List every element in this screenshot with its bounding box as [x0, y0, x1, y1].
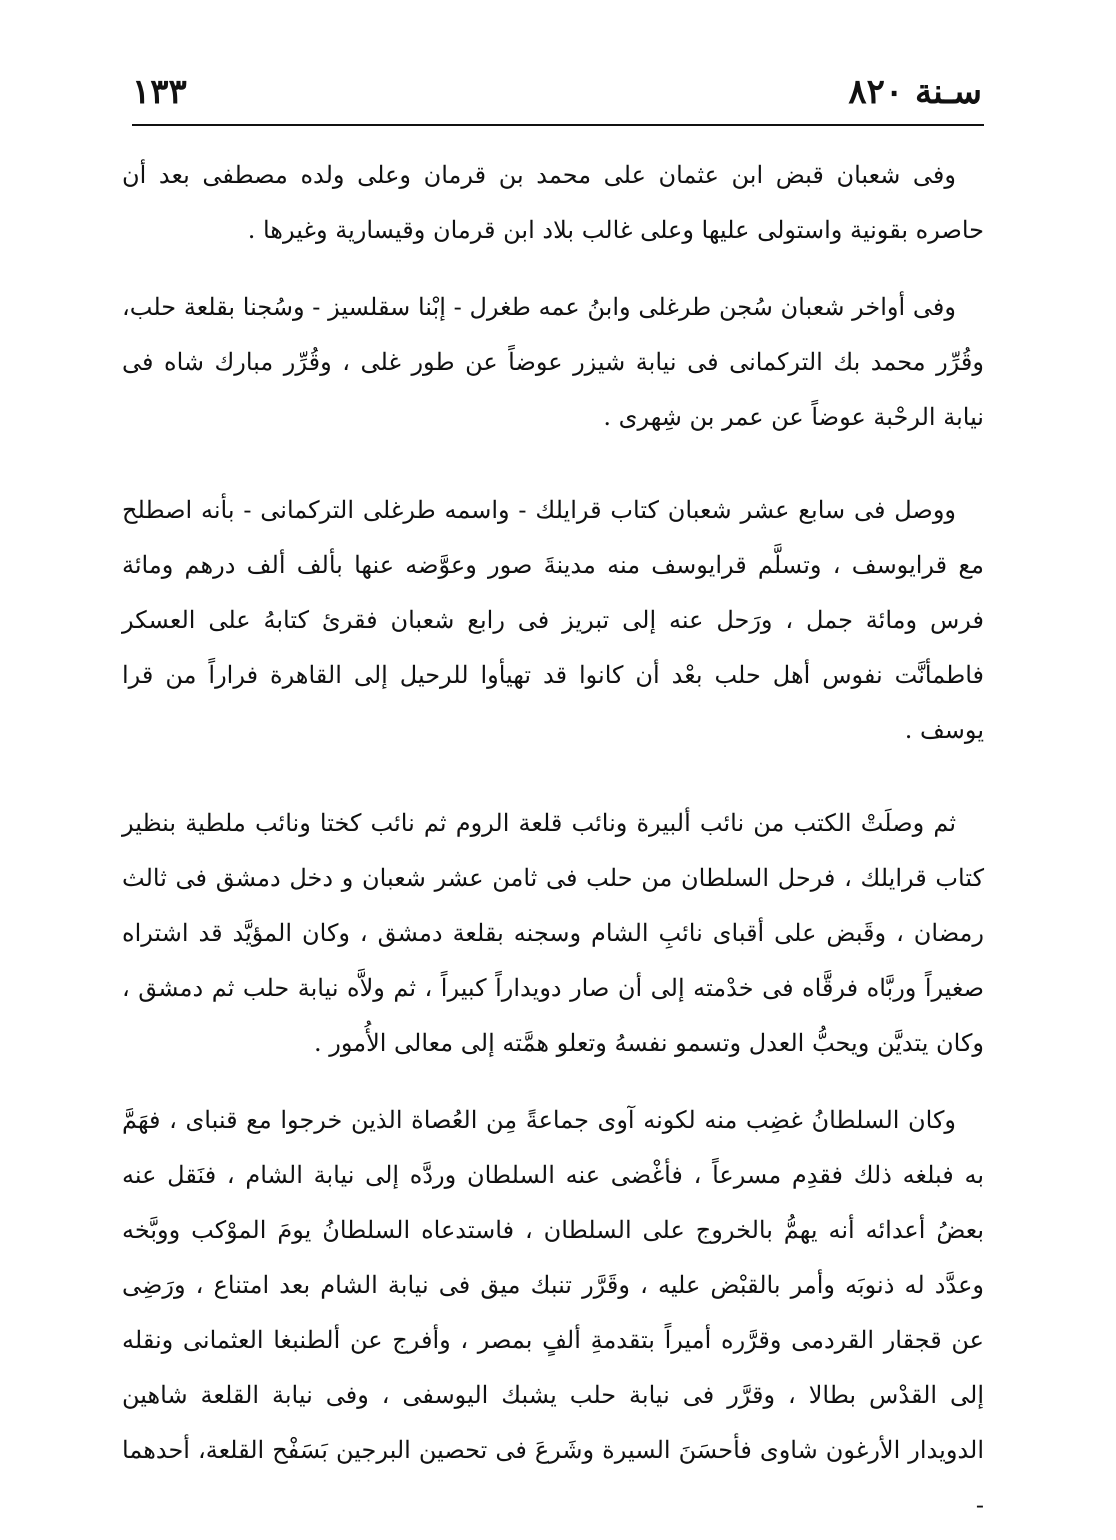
paragraph-4: ثم وصلَتْ الكتب من نائب ألبيرة ونائب قلعة الروم ثم نائب كختا ونائب ملطية بنظير كتاب قرايلك ، فرحل السلطان من حلب فى ثامن عشر شعبان و دخل دمشق فى ثالث رمضان ، وقَبض على أقباى نائبِ الشام وسجنه بقلعة دمشق ، وكان المؤيَّد قد اشتراه صغيراً وربَّاه فرقَّاه فى خدْمته إلى أن صار دويداراً كبيراً ، ثم ولاَّه نيابة حلب ثم دمشق ، وكان يتديَّن ويحبُّ العدل وتسمو نفسهُ وتعلو همَّته إلى معالى الأُمور .: [122, 809, 984, 1057]
page-body: [122, 148, 984, 1533]
running-title: سـنة ٨٢٠: [848, 72, 982, 112]
header-divider: [132, 124, 984, 126]
page-header: [132, 62, 982, 122]
paragraph-2: وفى أواخر شعبان سُجن طرغلى وابنُ عمه طغرل - إبْنا سقلسيز - وسُجنا بقلعة حلب، وقُرِّر محمد بك التركمانى فى نيابة شيزر عوضاً عن طور غلى ، وقُرِّر مبارك شاه فى نيابة الرحْبة عوضاً عن عمر بن شِهرى .: [122, 293, 984, 431]
page-number: ١٣٣: [132, 72, 187, 112]
paragraph-1: وفى شعبان قبض ابن عثمان على محمد بن قرمان وعلى ولده مصطفى بعد أن حاصره بقونية واستولى عليها وعلى غالب بلاد ابن قرمان وقيسارية وغيرها .: [122, 161, 984, 244]
paragraph-3: ووصل فى سابع عشر شعبان كتاب قرايلك - واسمه طرغلى التركمانى - بأنه اصطلح مع قرايوسف ، وتسلَّم قرايوسف منه مدينةَ صور وعوَّضه عنها بألف ألف درهم ومائة فرس ومائة جمل ، ورَحل عنه إلى تبريز فى رابع شعبان فقرئ كتابهُ على العسكر فاطمأنَّت نفوس أهل حلب بعْد أن كانوا قد تهيأوا للرحيل إلى القاهرة فراراً من قرا يوسف .: [122, 496, 984, 744]
paragraph-5: وكان السلطانُ غضِب منه لكونه آوى جماعةً مِن العُصاة الذين خرجوا مع قنباى ، فهَمَّ به فبلغه ذلك فقدِم مسرعاً ، فأغْضى عنه السلطان وردَّه إلى نيابة الشام ، فنَقل عنه بعضُ أعدائه أنه يهمُّ بالخروج على السلطان ، فاستدعاه السلطانُ يومَ الموْكب ووبَّخه وعدَّد له ذنوبَه وأمر بالقبْض عليه ، وقَرَّر تنبك ميق فى نيابة الشام بعد امتناع ، ورَضِى عن قجقار القردمى وقرَّره أميراً بتقدمةِ ألفٍ بمصر ، وأفرج عن ألطنبغا العثمانى ونقله إلى القدْس بطالا ، وقرَّر فى نيابة حلب يشبك اليوسفى ، وفى نيابة القلعة شاهين الدويدار الأرغون شاوى فأحسَنَ السيرة وشَرعَ فى تحصين البرجين بَسَفْح القلعة، أحدهما -: [122, 1106, 984, 1519]
